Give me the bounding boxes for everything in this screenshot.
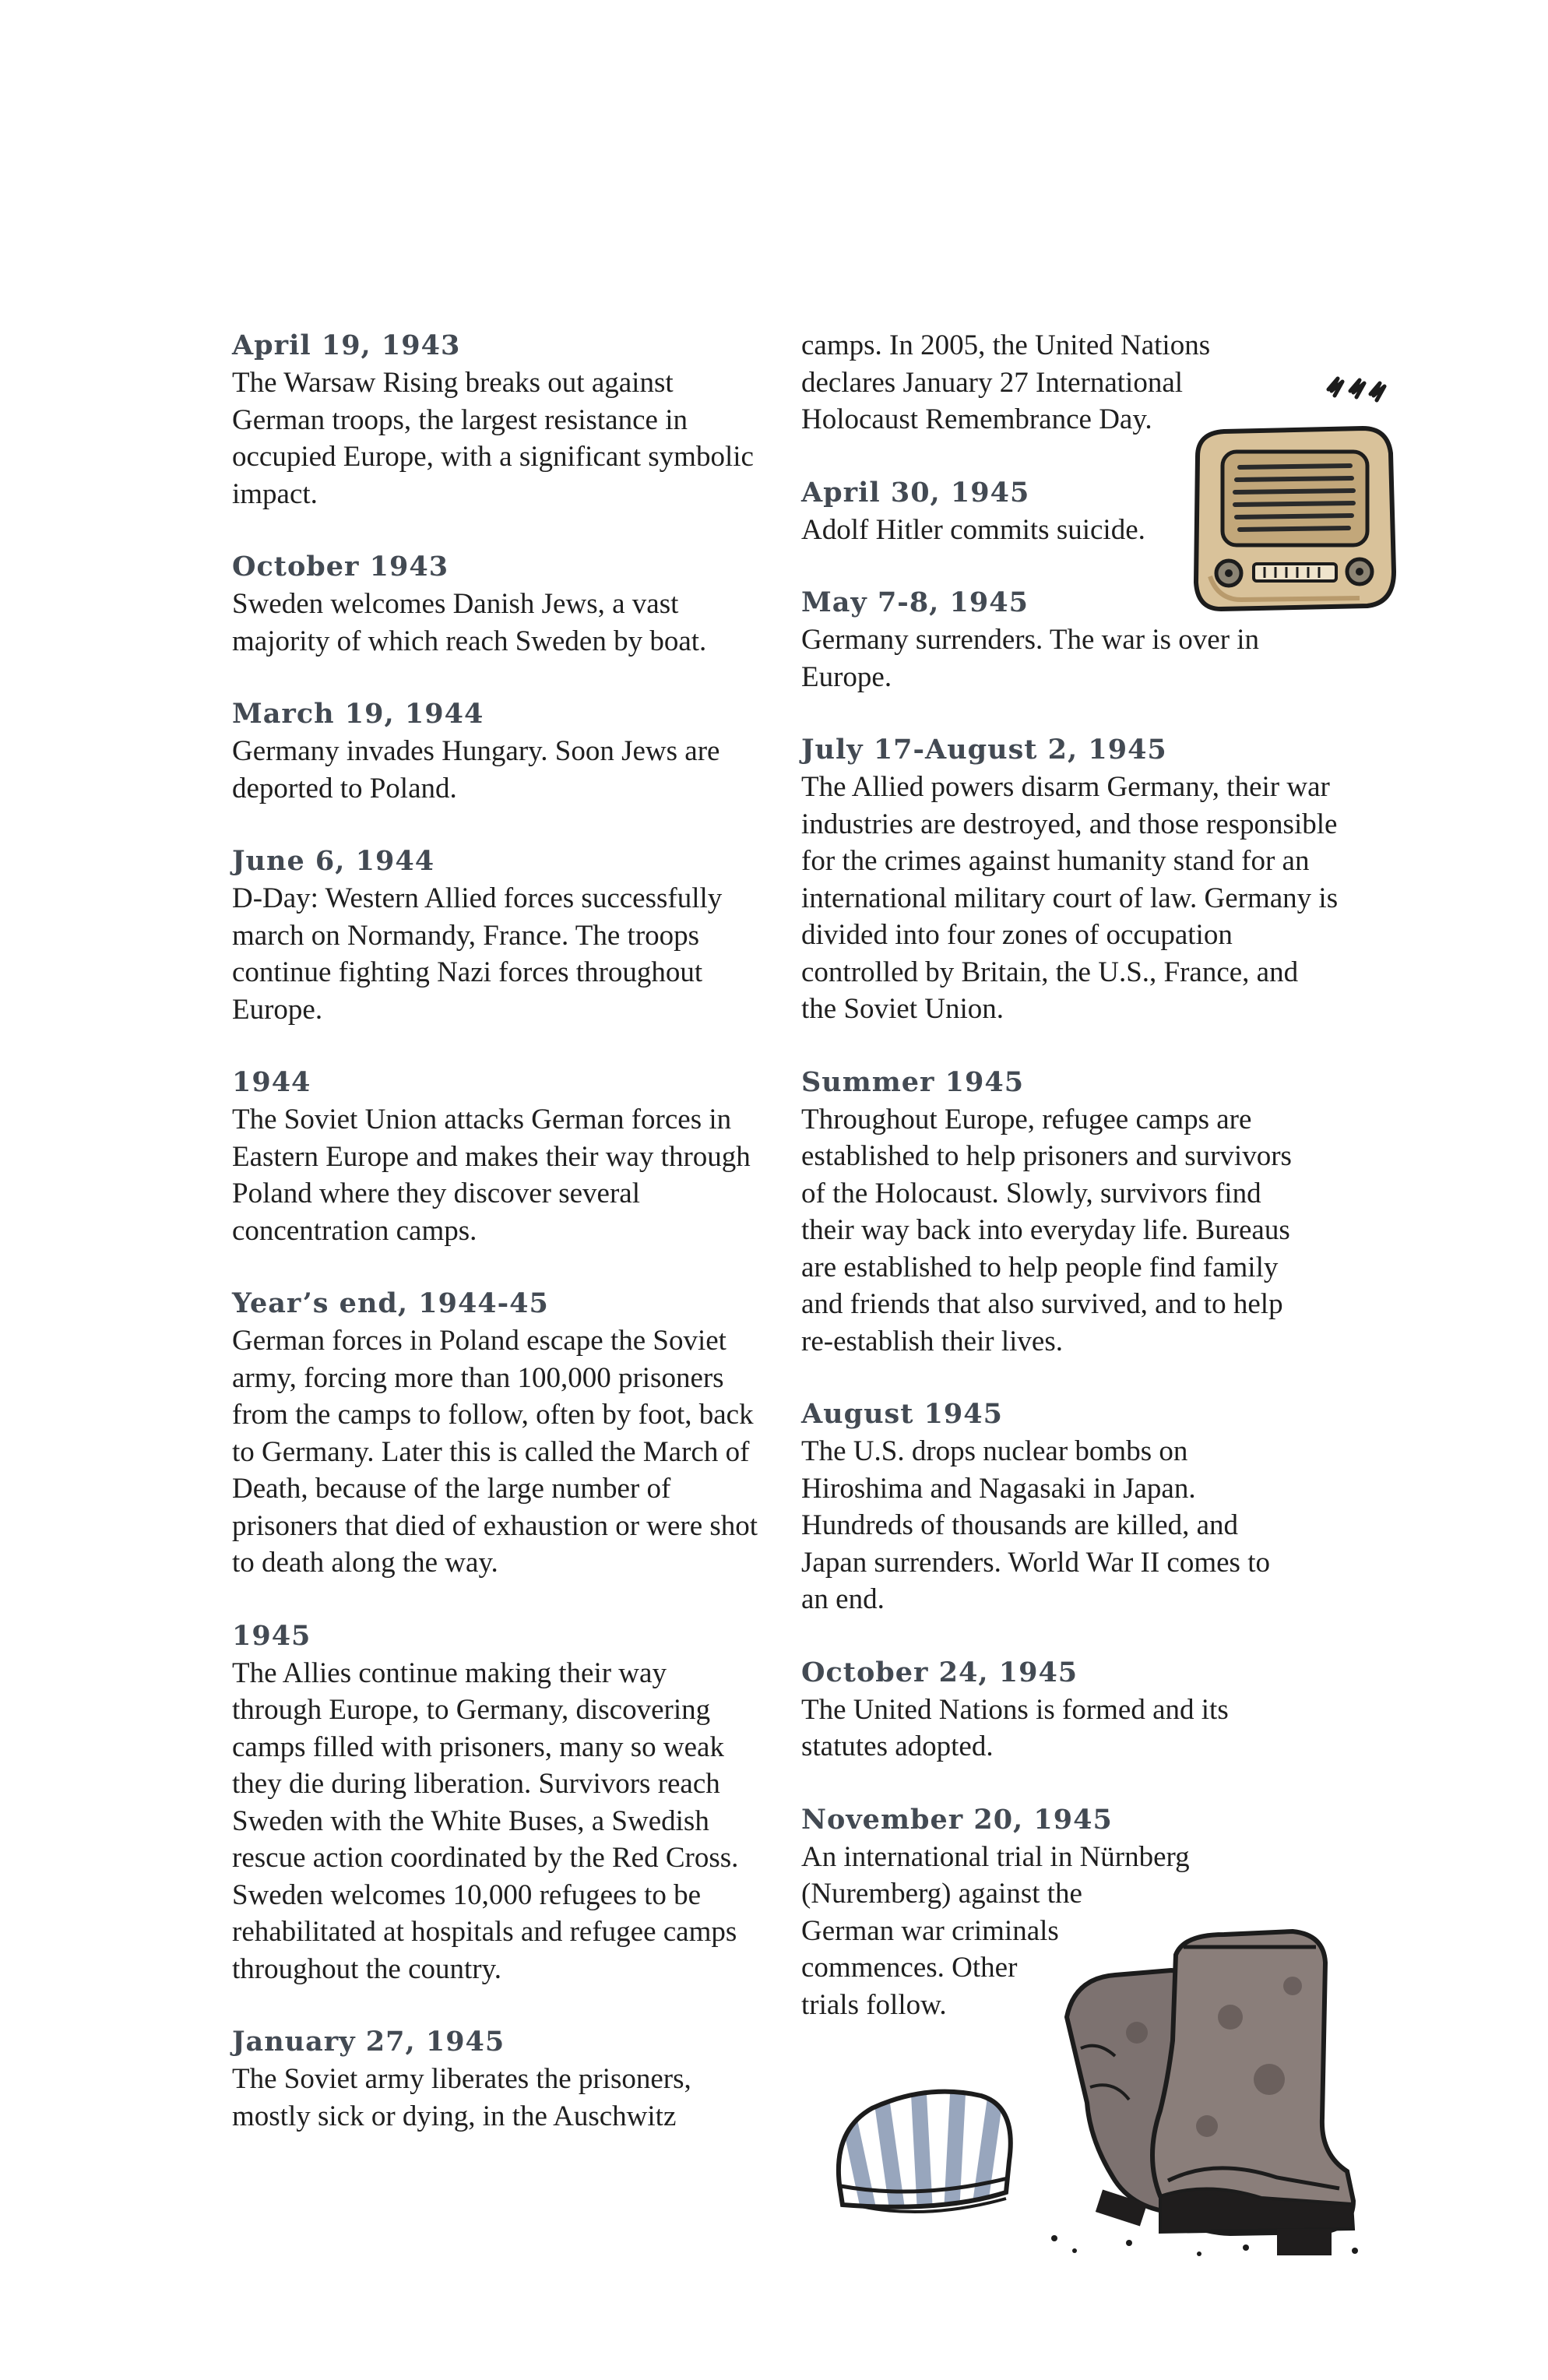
entry-text-line: trials follow. — [801, 1988, 947, 2021]
entry-text: D-Day: Western Allied forces successfully march on Normandy, France. The troops continue fighting Nazi forces throughout Europe. — [232, 882, 723, 1026]
entry-date: 1945 — [232, 1619, 311, 1652]
timeline-entry — [801, 1064, 1339, 1361]
timeline-entry — [232, 1618, 762, 1988]
entry-text-line: German war criminals — [801, 1914, 1059, 1947]
entry-date: January 27, 1945 — [232, 2026, 505, 2058]
entry-text: The U.S. drops nuclear bombs on Hiroshima and Nagasaki in Japan. Hundreds of thousands are killed, and Japan surrenders. World War II comes to an end. — [801, 1435, 1270, 1615]
entry-date: 1944 — [232, 1066, 311, 1098]
entry-date: October 24, 1945 — [801, 1656, 1078, 1688]
striped-prisoner-cap-illustration — [825, 2075, 1020, 2231]
entry-text: The Soviet army liberates the prisoners, mostly sick or dying, in the Auschwitz — [232, 2063, 691, 2132]
entry-text: Germany surrenders. The war is over in Europe. — [801, 624, 1260, 693]
entry-text-line: (Nuremberg) against the — [801, 1878, 1082, 1910]
entry-date: July 17-August 2, 1945 — [801, 734, 1167, 766]
entry-text: The Warsaw Rising breaks out against German troops, the largest resistance in occupied Europe, with a significant symbolic impact. — [232, 367, 754, 510]
timeline-entry — [232, 327, 762, 512]
entry-text: German forces in Poland escape the Soviet army, forcing more than 100,000 prisoners from the camps to follow, often by foot, back to Germany. Later this is called the March of Death, because of the large number of prisoners that died of exhaustion or were shot to death along the way. — [232, 1325, 758, 1579]
entry-text: Sweden welcomes Danish Jews, a vast majority of which reach Sweden by boat. — [232, 588, 707, 657]
entry-text-line: An international trial in Nürnberg — [801, 1840, 1190, 1873]
entry-text: The Allies continue making their way through Europe, to Germany, discovering camps filled with prisoners, many so weak they die during liberation. Survivors reach Sweden with the White Buses, a Swedish rescue action coordinated by the Red Cross. Sweden welcomes 10,000 refugees to be rehabilitated at hospitals and refugee camps throughout the country. — [232, 1656, 739, 1985]
entry-date: June 6, 1944 — [232, 845, 435, 877]
entry-text: The Allied powers disarm Germany, their war industries are destroyed, and those responsible for the crimes against humanity stand for an international military court of law. Germany is divided into four zones of occupation controlled by Britain, the U.S., France, and the Soviet Union. — [801, 771, 1339, 1025]
timeline-entry — [232, 1285, 762, 1582]
timeline-entry — [232, 1064, 762, 1249]
timeline-entry — [232, 695, 762, 807]
entry-date: October 1943 — [232, 551, 449, 583]
entry-date: November 20, 1945 — [801, 1803, 1113, 1836]
entry-date: March 19, 1944 — [232, 698, 484, 730]
timeline-entry — [801, 1396, 1339, 1618]
timeline-entry — [801, 1654, 1339, 1766]
timeline-entry — [232, 843, 762, 1028]
entry-date: May 7-8, 1945 — [801, 586, 1029, 618]
entry-date: April 19, 1943 — [232, 329, 461, 361]
radio-illustration — [1187, 372, 1398, 620]
entry-date: August 1945 — [801, 1398, 1003, 1430]
entry-text: Adolf Hitler commits suicide. — [801, 513, 1145, 546]
timeline-entry — [801, 731, 1339, 1028]
worn-boots-illustration — [1043, 1924, 1370, 2266]
left-column — [232, 327, 762, 2171]
entry-date: Summer 1945 — [801, 1065, 1025, 1098]
timeline-entry — [232, 2023, 762, 2135]
entry-text-line: commences. Other — [801, 1952, 1018, 1984]
entry-date: Year’s end, 1944-45 — [232, 1287, 549, 1319]
timeline-entry — [232, 548, 762, 660]
continued-text: camps. In 2005, the United Nations declares January 27 International Holocaust Remembrance Day. — [801, 329, 1211, 435]
entry-text: Throughout Europe, refugee camps are established to help prisoners and survivors of the Holocaust. Slowly, survivors find their way back into everyday life. Bureaus are established to help people find family and friends that also survived, and to help re-establish their lives. — [801, 1103, 1292, 1357]
entry-text: The Soviet Union attacks German forces in Eastern Europe and makes their way through Poland where they discover several concentration camps. — [232, 1104, 751, 1247]
entry-text: Germany invades Hungary. Soon Jews are deported to Poland. — [232, 735, 720, 804]
entry-text: The United Nations is formed and its statutes adopted. — [801, 1693, 1229, 1762]
entry-date: April 30, 1945 — [801, 476, 1030, 509]
